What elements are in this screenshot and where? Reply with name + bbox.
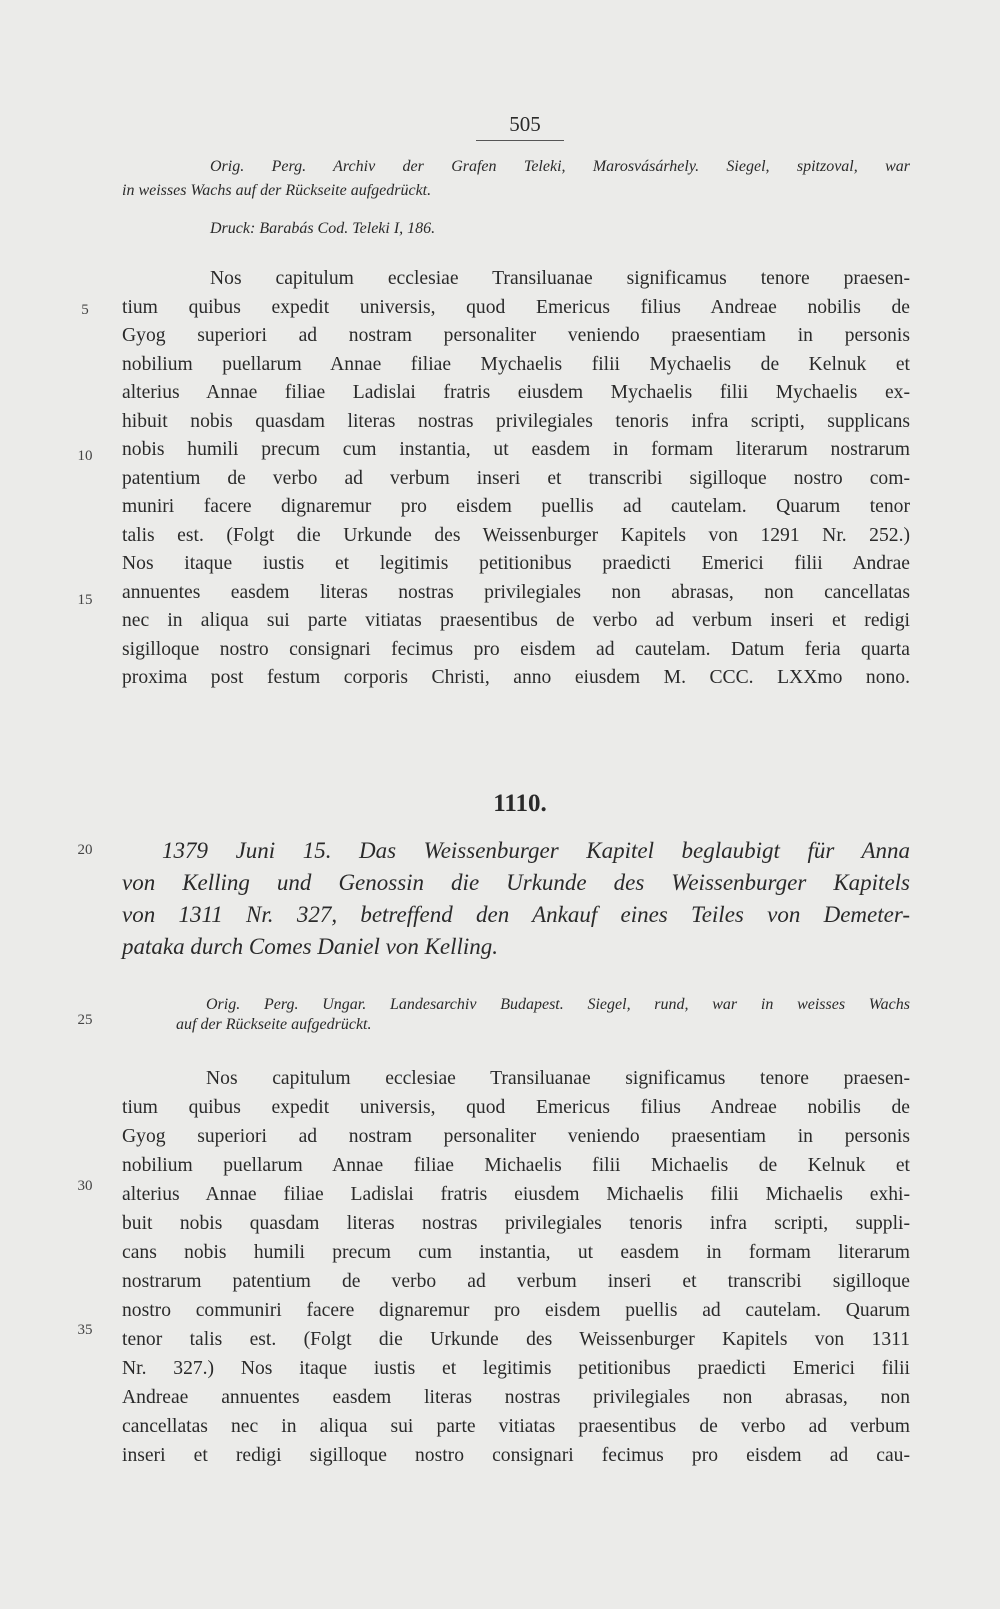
- note-line: Orig. Perg. Ungar. Landesarchiv Budapest. Siegel, rund, war in weisses Wachs: [206, 996, 910, 1013]
- document-heading: [122, 838, 910, 968]
- text-line: tium quibus expedit universis, quod Emericus filius Andreae nobilis de: [122, 1097, 910, 1118]
- text-line: Andreae annuentes easdem literas nostras privilegiales non abrasas, non: [122, 1387, 910, 1408]
- text-line: inseri et redigi sigilloque nostro consignari fecimus pro eisdem ad cau-: [122, 1445, 910, 1466]
- text-line: nec in aliqua sui parte vitiatas praesentibus de verbo ad verbum inseri et redigi: [122, 610, 910, 631]
- text-line: Nr. 327.) Nos itaque iustis et legitimis petitionibus praedicti Emerici filii: [122, 1358, 910, 1379]
- text-line: tenor talis est. (Folgt die Urkunde des Weissenburger Kapitels von 1311: [122, 1329, 910, 1350]
- heading-line: pataka durch Comes Daniel von Kelling.: [122, 934, 499, 959]
- line-number: 5: [81, 302, 89, 318]
- text-line: nostrarum patentium de verbo ad verbum inseri et transcribi sigilloque: [122, 1271, 910, 1292]
- text-line: cans nobis humili precum cum instantia, ut easdem in formam literarum: [122, 1242, 910, 1263]
- line-number: 35: [77, 1322, 93, 1338]
- line-number: 20: [77, 842, 93, 858]
- text-line: buit nobis quasdam literas nostras privilegiales tenoris infra scripti, suppli-: [122, 1213, 910, 1234]
- text-line: hibuit nobis quasdam literas nostras privilegiales tenoris infra scripti, supplicans: [122, 410, 910, 432]
- text-line: patentium de verbo ad verbum inseri et transcribi sigilloque nostro com-: [122, 467, 910, 489]
- line-number: 15: [77, 592, 93, 608]
- text-line: nobis humili precum cum instantia, ut easdem in formam literarum nostrarum: [122, 439, 910, 460]
- source-note-2: [176, 996, 910, 1046]
- line-number: 25: [77, 1012, 93, 1028]
- line-number: 10: [77, 448, 93, 464]
- note-line: Orig. Perg. Archiv der Grafen Teleki, Marosvásárhely. Siegel, spitzoval, war: [210, 158, 910, 175]
- heading-line: von Kelling und Genossin die Urkunde des Weissenburger Kapitels: [122, 870, 910, 895]
- text-line: muniri facere dignaremur pro eisdem puellis ad cautelam. Quarum tenor: [122, 496, 910, 517]
- page-number-rule: [476, 140, 564, 141]
- text-line: cancellatas nec in aliqua sui parte vitiatas praesentibus de verbo ad verbum: [122, 1416, 910, 1437]
- text-line: Nos itaque iustis et legitimis petitionibus praedicti Emerici filii Andrae: [122, 553, 910, 574]
- text-line: sigilloque nostro consignari fecimus pro eisdem ad cautelam. Datum feria quarta: [122, 638, 910, 660]
- line-number: 30: [77, 1178, 93, 1194]
- charter-text-1: [122, 268, 910, 708]
- heading-line: von 1311 Nr. 327, betreffend den Ankauf eines Teiles von Demeter-: [122, 902, 910, 927]
- text-line: Nos capitulum ecclesiae Transiluanae significamus tenore praesen-: [210, 268, 910, 289]
- text-line: alterius Annae filiae Ladislai fratris eiusdem Michaelis filii Michaelis exhi-: [122, 1184, 910, 1205]
- heading-line: 1379 Juni 15. Das Weissenburger Kapitel beglaubigt für Anna: [162, 838, 910, 863]
- document-number: 1110.: [493, 790, 547, 817]
- text-line: nobilium puellarum Annae filiae Michaelis filii Michaelis de Kelnuk et: [122, 1155, 910, 1176]
- note-line: in weisses Wachs auf der Rückseite aufgedrückt.: [122, 182, 432, 199]
- print-reference: Druck: Barabás Cod. Teleki I, 186.: [210, 220, 436, 237]
- source-note-1: [122, 158, 910, 248]
- text-line: alterius Annae filiae Ladislai fratris eiusdem Mychaelis filii Mychaelis ex-: [122, 382, 910, 403]
- text-line: annuentes easdem literas nostras privilegiales non abrasas, non cancellatas: [122, 581, 910, 603]
- text-line: nostro communiri facere dignaremur pro eisdem puellis ad cautelam. Quarum: [122, 1300, 910, 1321]
- text-line: talis est. (Folgt die Urkunde des Weissenburger Kapitels von 1291 Nr. 252.): [122, 524, 910, 546]
- text-line: Gyog superiori ad nostram personaliter veniendo praesentiam in personis: [122, 1126, 910, 1147]
- text-line: nobilium puellarum Annae filiae Mychaelis filii Mychaelis de Kelnuk et: [122, 353, 910, 375]
- text-line: Gyog superiori ad nostram personaliter veniendo praesentiam in personis: [122, 325, 910, 346]
- text-line: proxima post festum corporis Christi, anno eiusdem M. CCC. LXXmo nono.: [122, 667, 910, 688]
- text-line: Nos capitulum ecclesiae Transiluanae significamus tenore praesen-: [206, 1068, 910, 1089]
- page-number: 505: [509, 112, 541, 136]
- text-line: tium quibus expedit universis, quod Emericus filius Andreae nobilis de: [122, 296, 910, 318]
- note-line: auf der Rückseite aufgedrückt.: [176, 1016, 372, 1033]
- charter-text-2: [122, 1068, 910, 1488]
